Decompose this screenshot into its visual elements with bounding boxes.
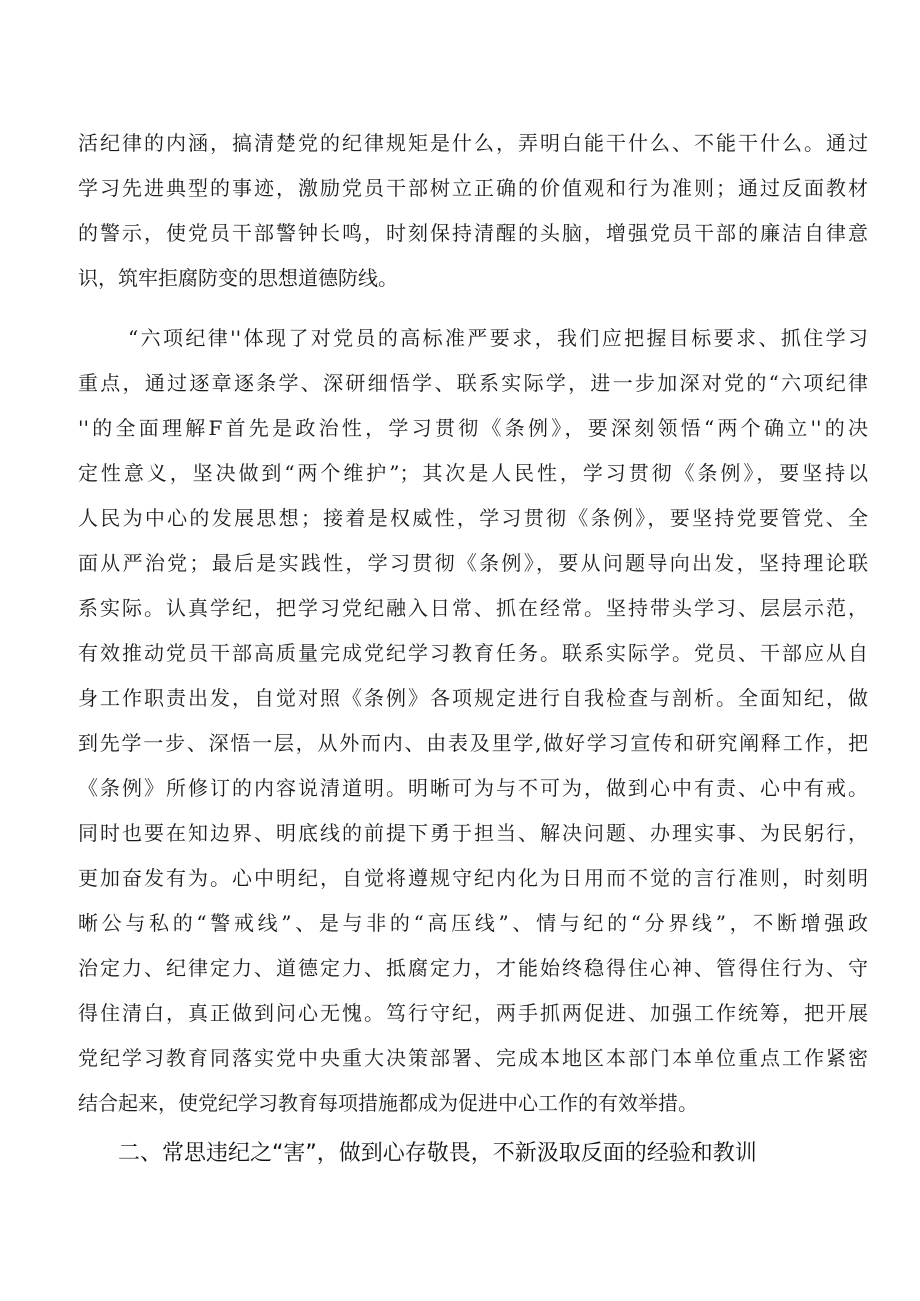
text-line: 识，筑牢拒腐防变的思想道德防线。: [78, 266, 398, 290]
text-line: 重点，通过逐章逐条学、深研细悟学、联系实际学，进一步加深对党的“六项纪律: [78, 371, 868, 395]
section-heading: 二、常思违纪之“害”，做到心存敬畏，不新汲取反面的经验和教训: [118, 1141, 757, 1166]
text-line: 党纪学习教育同落实党中央重大决策部署、完成本地区本部门本单位重点工作紧密: [78, 1046, 868, 1070]
text-line: 更加奋发有为。心中明纪，自觉将遵规守纪内化为日用而不觉的言行准则，时刻明: [78, 866, 868, 890]
text-line: 治定力、纪律定力、道德定力、抵腐定力，才能始终稳得住心神、管得住行为、守: [78, 956, 868, 980]
text-line: 有效推动党员干部高质量完成党纪学习教育任务。联系实际学。党员、干部应从自: [78, 641, 868, 665]
text-line: 人民为中心的发展思想；接着是权威性，学习贯彻《条例》，要坚持党要管党、全: [78, 506, 868, 530]
text-line: 学习先进典型的事迹，激励党员干部树立正确的价值观和行为准则；通过反面教材: [78, 176, 868, 200]
text-line: 《条例》所修订的内容说清道明。明晰可为与不可为，做到心中有责、心中有戒。: [78, 776, 868, 800]
text-line: 定性意义，坚决做到“两个维护”；其次是人民性，学习贯彻《条例》，要坚持以: [78, 461, 868, 485]
text-line: 身工作职责出发，自觉对照《条例》各项规定进行自我检查与剖析。全面知纪，做: [78, 686, 868, 710]
text-line: 结合起来，使党纪学习教育每项措施都成为促进中心工作的有效举措。: [78, 1091, 698, 1115]
text-line: 得住清白，真正做到问心无愧。笃行守纪，两手抓两促进、加强工作统筹，把开展: [78, 1001, 868, 1025]
text-line: 晰公与私的“警戒线”、是与非的“高压线”、情与纪的“分界线”，不断增强政: [78, 911, 868, 935]
text-line: 同时也要在知边界、明底线的前提下勇于担当、解决问题、办理实事、为民躬行，: [78, 821, 868, 845]
text-line: “六项纪律''体现了对党员的高标准严要求，我们应把握目标要求、抓住学习: [128, 326, 868, 350]
text-line: 面从严治党；最后是实践性，学习贯彻《条例》，要从问题导向出发，坚持理论联: [78, 551, 868, 575]
text-line: 活纪律的内涵，搞清楚党的纪律规矩是什么，弄明白能干什么、不能干什么。通过: [78, 131, 868, 155]
text-line: 到先学一步、深悟一层，从外而内、由表及里学,做好学习宣传和研究阐释工作，把: [78, 731, 868, 755]
text-line: ''的全面理解F首先是政治性，学习贯彻《条例》，要深刻领悟“两个确立''的决: [78, 416, 868, 440]
text-line: 系实际。认真学纪，把学习党纪融入日常、抓在经常。坚持带头学习、层层示范，: [78, 596, 868, 620]
text-line: 的警示，使党员干部警钟长鸣，时刻保持清醒的头脑，增强党员干部的廉洁自律意: [78, 221, 868, 245]
